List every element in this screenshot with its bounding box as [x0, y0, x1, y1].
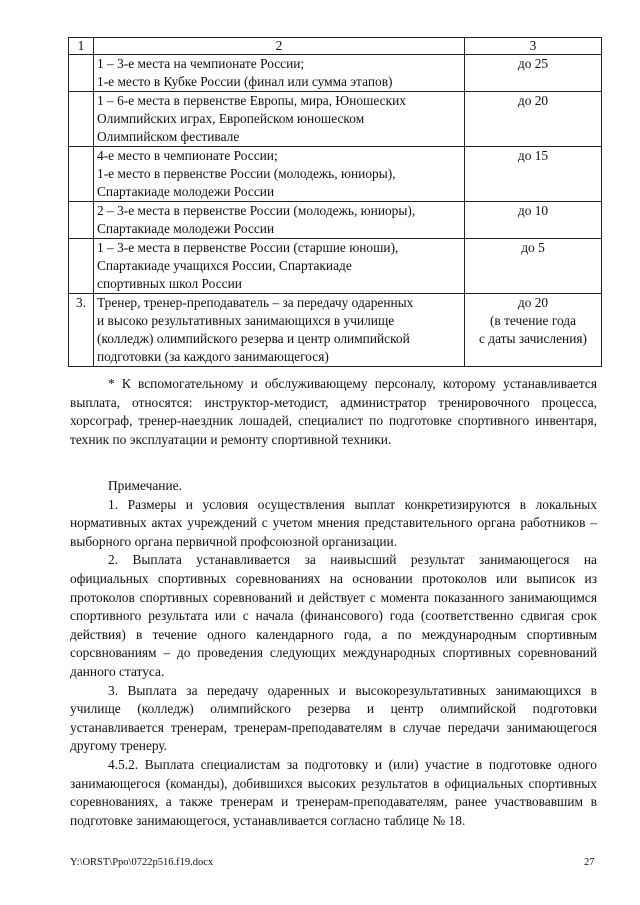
footer-page-number: 27 — [584, 857, 595, 868]
achievement-line: подготовки (за каждого занимающегося) — [97, 349, 329, 364]
achievement-cell — [94, 239, 465, 294]
note-paragraph: 1. Размеры и условия осуществления выплат конкретизируются в локальных нормативных актах учреждений с учетом мнения представительного органа работников – выборного органа первичной профсоюзной организации. — [70, 496, 597, 549]
row-number-cell — [69, 92, 94, 147]
payment-amount-line: до 20 — [517, 93, 549, 108]
payment-amount-cell — [465, 92, 602, 147]
achievement-line: 1-е место в Кубке России (финал или сумма этапов) — [97, 74, 393, 89]
achievement-cell — [94, 92, 465, 147]
achievement-cell — [94, 147, 465, 202]
achievement-line: Олимпийском фестивале — [97, 129, 240, 144]
footnote-block — [70, 375, 597, 449]
table-row — [69, 239, 602, 294]
row-number-cell — [69, 55, 94, 92]
achievement-line: 1 – 3-е места в первенстве России (старшие юноши), — [97, 240, 399, 255]
row-number-cell — [69, 147, 94, 202]
achievement-line: спортивных школ России — [97, 276, 242, 291]
table-row — [69, 202, 602, 239]
payment-amount-cell — [465, 147, 602, 202]
footer-file-path: Y:\ORST\Ppo\0722p516.f19.docx — [70, 857, 214, 868]
achievement-line: Спартакиаде учащихся России, Спартакиаде — [97, 258, 352, 273]
payment-amount-cell — [465, 239, 602, 294]
table-row — [69, 294, 602, 367]
payment-table — [68, 37, 602, 367]
payment-amount-cell — [465, 55, 602, 92]
payment-amount-cell — [465, 294, 602, 367]
achievement-cell — [94, 55, 465, 92]
row-number-cell — [69, 202, 94, 239]
note-paragraph: 2. Выплата устанавливается за наивысший результат занимающегося на официальных спортивных соревнованиях на основании протоколов или выписок из протоколов спортивных соревнований и действует с момента показанного занимающимся спортивного результата или с начала (финансового) года (соответственно сдвигая срок действия) в течение одного календарного года, а по международным спортивным сорсвнованиям – до проведения следующих международных спортивных соревнований данного статуса. — [70, 552, 597, 679]
achievement-line: 1 – 6-е места в первенстве Европы, мира, Юношеских — [97, 93, 406, 108]
row-number-cell — [69, 239, 94, 294]
payment-amount-line: до 25 — [517, 56, 549, 71]
header-col-3: 3 — [465, 38, 602, 55]
achievement-line: 1-е место в первенстве России (молодежь, юниоры), — [97, 166, 396, 181]
payment-amount-line: до 5 — [521, 240, 545, 255]
payment-table-body — [69, 38, 602, 367]
note-paragraph: 3. Выплата за передачу одаренных и высокорезультативных занимающихся в училище (колледж) олимпийского резерва и центр олимпийской подготовки устанавливается тренерам, тренерам-преподавателям в случае передачи занимающегося другому тренеру. — [70, 682, 597, 754]
payment-amount-cell — [465, 202, 602, 239]
achievement-line: 1 – 3-е места на чемпионате России; — [97, 56, 305, 71]
achievement-line: Тренер, тренер-преподаватель – за передачу одаренных — [97, 295, 414, 310]
table-row — [69, 92, 602, 147]
header-col-2: 2 — [94, 38, 465, 55]
payment-amount-line: с даты зачисления) — [478, 331, 587, 346]
achievement-line: 4-е место в чемпионате России; — [97, 148, 278, 163]
note-title: Примечание. — [108, 478, 182, 493]
achievement-line: (колледж) олимпийского резерва и центр олимпийской — [97, 331, 410, 346]
achievement-cell — [94, 294, 465, 367]
notes-list — [70, 496, 597, 831]
row-number-cell: 3. — [69, 294, 94, 367]
achievement-cell — [94, 202, 465, 239]
payment-amount-line: до 10 — [517, 203, 549, 218]
payment-amount-line: (в течение года — [489, 313, 577, 328]
footnote-paragraph: * К вспомогательному и обслуживающему персоналу, которому устанавливается выплата, относятся: инструктор-методист, администратор тренировочного процесса, хорсограф, тренер-наездник лошадей, специалист по подготовке спортивного инвентаря, техник по эксплуатации и ремонту спортивной техники. — [70, 376, 597, 447]
table-row — [69, 55, 602, 92]
note-paragraph: 4.5.2. Выплата специалистам за подготовку и (или) участие в подготовке одного занимающегося (команды), добившихся высоких результатов в официальных спортивных соревнованиях, а также тренерам и тренерам-преподавателям, ранее участвовавшим в подготовке занимающегося, устанавливается согласно таблице № 18. — [70, 756, 597, 828]
table-row — [69, 147, 602, 202]
header-col-1: 1 — [69, 38, 94, 55]
achievement-line: Спартакиаде молодежи России — [97, 221, 275, 236]
payment-amount-line: до 15 — [517, 148, 549, 163]
achievement-line: и высоко результативных занимающихся в училище — [97, 313, 395, 328]
achievement-line: 2 – 3-е места в первенстве России (молодежь, юниоры), — [97, 203, 416, 218]
achievement-line: Спартакиаде молодежи России — [97, 184, 275, 199]
notes-block — [70, 477, 597, 830]
achievement-line: Олимпийских играх, Европейском юношеском — [97, 111, 365, 126]
payment-amount-line: до 20 — [517, 295, 549, 310]
table-header-row — [69, 38, 602, 55]
